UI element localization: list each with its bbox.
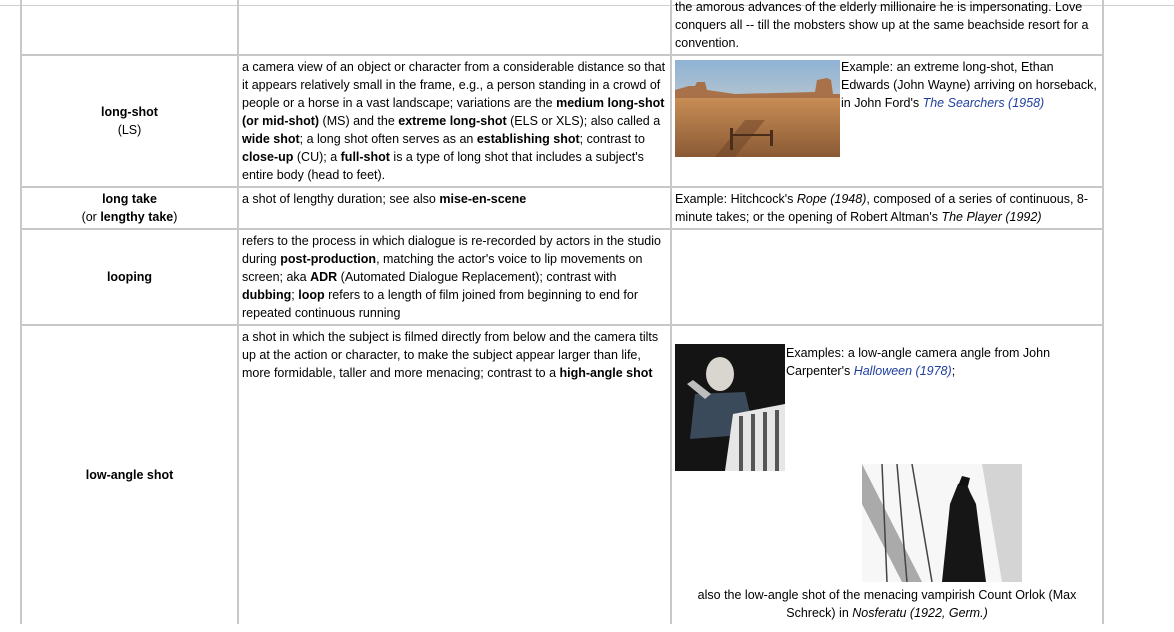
def-text: (MS) and the: [319, 114, 399, 128]
def-text: ; contrast to: [579, 132, 645, 146]
film-link-the-searchers[interactable]: The Searchers (1958): [922, 96, 1045, 110]
def-text: a shot of lengthy duration; see also: [242, 192, 440, 206]
def-text: , matching the actor's voice to lip movements on screen; aka: [242, 252, 643, 284]
searchers-still-image: [675, 60, 840, 157]
definition-cell: [239, 324, 672, 624]
def-bold: establishing shot: [476, 132, 580, 146]
table-row: [22, 54, 1102, 186]
definition-cell: [239, 228, 672, 324]
example-cell: [672, 54, 1102, 186]
table-row: [22, 324, 1102, 624]
def-bold: extreme long-shot: [398, 114, 507, 128]
def-text: ;: [291, 288, 299, 302]
example-text: ;: [951, 364, 956, 378]
table-row: [22, 0, 1102, 54]
table-row: [22, 228, 1102, 324]
def-bold: high-angle shot: [559, 366, 653, 380]
def-text: refers to a length of film joined from beginning to end for repeated continuous running: [242, 288, 639, 320]
def-bold: full-shot: [340, 150, 390, 164]
term-cell: [22, 186, 239, 228]
example-text: Examples: a low-angle camera angle from John Carpenter's: [786, 346, 1051, 378]
definition-cell: [239, 54, 672, 186]
film-title: Rope (1948): [796, 192, 867, 206]
def-text: (Automated Dialogue Replacement); contrast with: [337, 270, 617, 284]
def-text: refers to the process in which dialogue is re-recorded by actors in the studio during: [242, 234, 661, 266]
example-text-clipped: the amorous advances of the elderly millionaire he is impersonating. Love: [675, 0, 1083, 14]
def-text: is a type of long shot that includes a subject's entire body (head to feet).: [242, 150, 644, 182]
def-text: ; a long shot often serves as an: [299, 132, 477, 146]
halloween-still-image: [675, 344, 785, 471]
example-text: Example: Hitchcock's: [675, 192, 797, 206]
term-subtitle: (or lengthy take): [81, 210, 178, 224]
term-low-angle-shot: low-angle shot: [85, 468, 174, 482]
example-text: Example: an extreme long-shot, Ethan Edwards (John Wayne) arriving on horseback, in John Ford's: [841, 60, 1097, 110]
term-long-shot: long-shot: [101, 105, 158, 119]
nosferatu-caption: [675, 586, 1099, 622]
definition-cell: [239, 0, 672, 54]
table-row: [22, 186, 1102, 228]
def-text: a shot in which the subject is filmed directly from below and the camera tilts up at the action or character, to make the subject appear larger than life, more formidable, taller and more menacing; contrast to a: [242, 330, 659, 380]
term-cell: [22, 54, 239, 186]
def-bold: ADR: [310, 270, 338, 284]
nosferatu-still-image: [862, 464, 1022, 582]
def-bold: post-production: [280, 252, 377, 266]
film-link-halloween[interactable]: Halloween (1978): [853, 364, 952, 378]
def-bold: medium long-shot (or mid-shot): [242, 96, 665, 128]
definition-cell: [239, 186, 672, 228]
def-text: a camera view of an object or character from a considerable distance so that it appears relatively small in the frame, e.g., a person standing in a crowd of people or a horse in a vast landscape; variations are the: [242, 60, 666, 110]
glossary-table: [20, 0, 1104, 624]
film-title: The Player (1992): [941, 210, 1042, 224]
def-bold: close-up: [242, 150, 294, 164]
term-looping: looping: [106, 270, 153, 284]
term-cell: [22, 0, 239, 54]
term-long-take: long take: [102, 192, 157, 206]
def-text: (CU); a: [293, 150, 341, 164]
term-abbreviation: (LS): [117, 123, 142, 137]
example-text: conquers all -- till the mobsters show up at the same beachside resort for a convention.: [675, 18, 1089, 50]
example-cell: [672, 228, 1102, 324]
def-bold: mise-en-scene: [439, 192, 527, 206]
example-text: , composed of a series of continuous, 8-minute takes; or the opening of Robert Altman's: [675, 192, 1089, 224]
example-cell: [672, 324, 1102, 624]
def-text: (ELS or XLS); also called a: [506, 114, 661, 128]
film-title: Nosferatu (1922, Germ.): [852, 606, 988, 620]
example-cell: [672, 186, 1102, 228]
term-cell: [22, 228, 239, 324]
def-bold: dubbing: [242, 288, 292, 302]
def-bold: wide shot: [242, 132, 300, 146]
example-text: also the low-angle shot of the menacing vampirish Count Orlok (Max Schreck) in: [697, 588, 1077, 620]
term-cell: [22, 324, 239, 624]
example-cell: [672, 0, 1102, 54]
def-bold: loop: [298, 288, 325, 302]
